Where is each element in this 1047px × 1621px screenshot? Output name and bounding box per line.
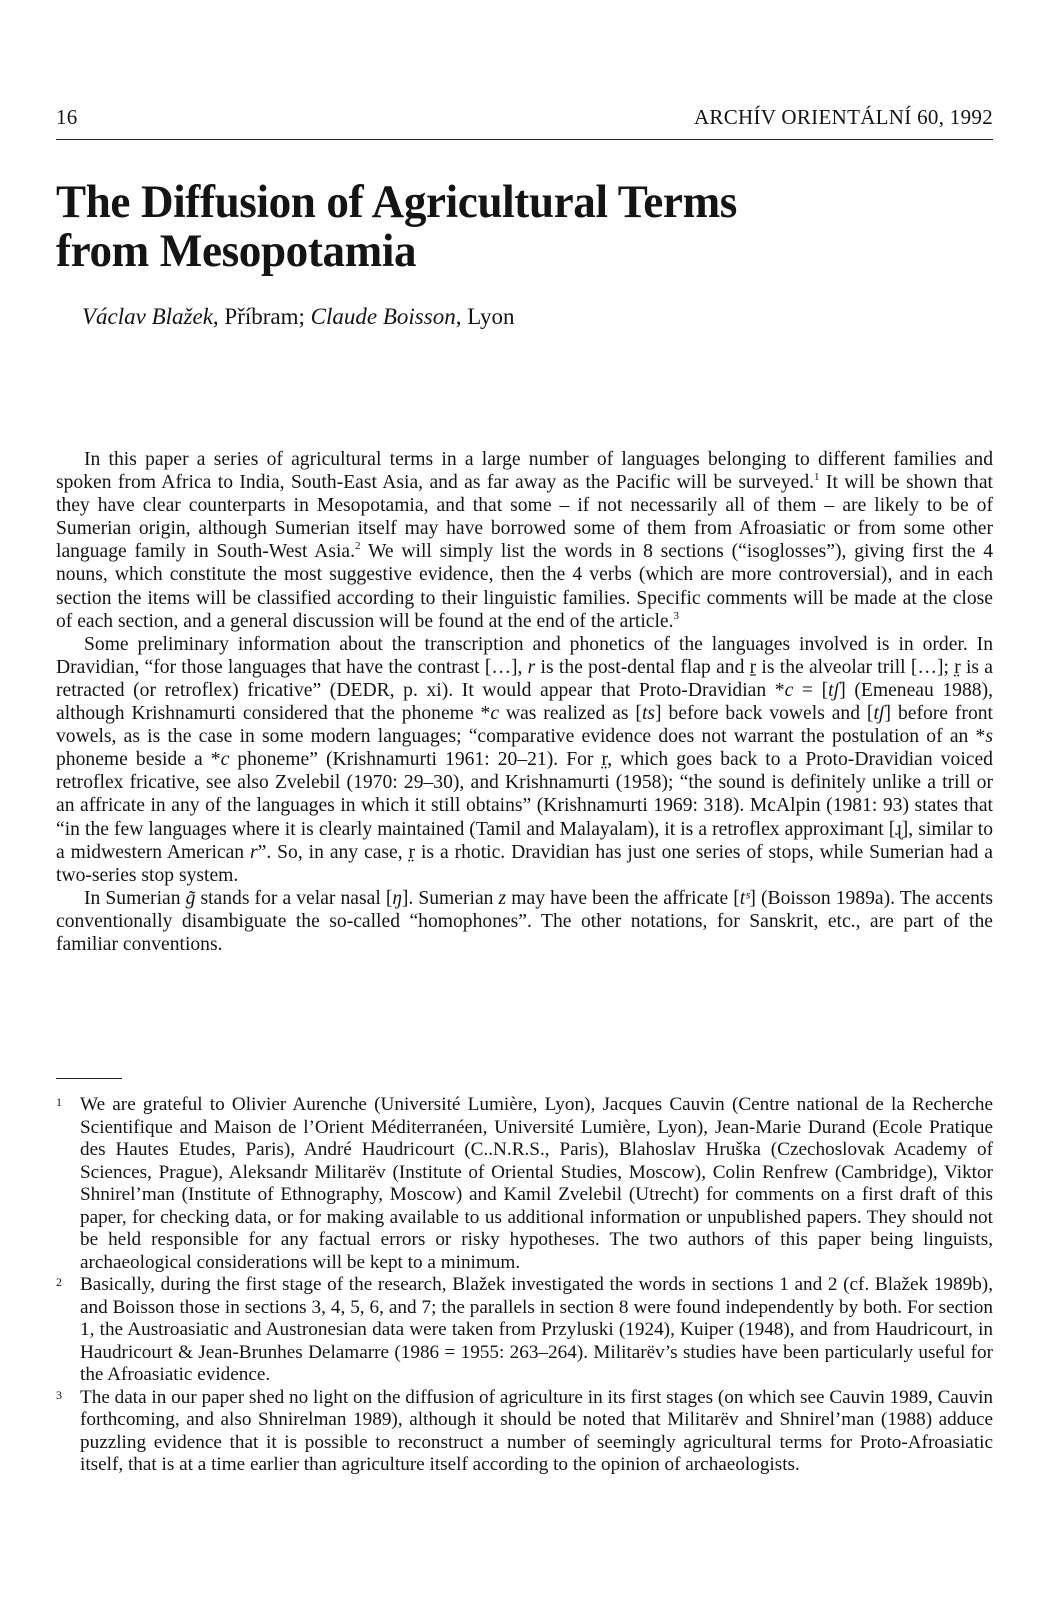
symbol: g̃ [185, 887, 196, 909]
ipa-symbol: tʃ [828, 679, 840, 701]
ipa-symbol: ɻ [895, 818, 902, 840]
symbol: r̤ [954, 656, 961, 678]
author-affiliation: Lyon [467, 304, 515, 329]
text-run: Some preliminary information about the transcription and phonetics of the languages involved is in order. In Dravidian, “for those languages that have the contrast […], [56, 633, 993, 678]
separator: , [212, 304, 225, 329]
footnote-number: 2 [56, 1275, 62, 1289]
footnote-1 [56, 1094, 993, 1274]
page-number: 16 [56, 105, 78, 129]
title-line-2: from Mesopotamia [56, 225, 417, 277]
footnote-ref-1[interactable]: 1 [814, 471, 820, 484]
footnote-number: 1 [56, 1095, 62, 1109]
text-run: was realized as [ [499, 703, 642, 725]
separator: , [455, 304, 468, 329]
article-body [56, 448, 993, 956]
header-rule [56, 139, 993, 140]
text-run: ] before back vowels and [ [655, 703, 874, 725]
symbol: r̤ [601, 749, 608, 771]
footnote-ref-2[interactable]: 2 [355, 540, 361, 553]
separator: ; [298, 304, 311, 329]
text-run: , which goes back to a Proto-Dravidian voiced retroflex fricative, see also Zvelebil (1970: 29–30), and Krishnamurti (1958); “the sound is definitely unlike a trill or an affricate in any of the languages in which it still obtains” (Krishnamurti 1969: 318). McAlpin (1981: 93) states that “in the few languages where it is clearly maintained (Tamil and Malayalam), it is a retroflex approximant [ [56, 749, 993, 840]
ipa-symbol: ŋ [392, 887, 402, 909]
text-run: ] (Emeneau 1988), although Krishnamurti considered that the phoneme * [56, 679, 993, 725]
text-run: In Sumerian [84, 887, 186, 909]
text-run: may have been the affricate [ [506, 887, 740, 909]
paragraph-abstract [56, 448, 993, 633]
running-head [56, 105, 993, 135]
text-run: ”. So, in any case, [257, 841, 409, 863]
symbol: r [527, 656, 536, 678]
ipa-symbol: ts [641, 703, 656, 725]
symbol: r̤ [408, 841, 416, 863]
ipa-symbol: tʃ [873, 703, 885, 725]
ipa-symbol: tˢ [739, 887, 750, 909]
author-line [82, 304, 514, 330]
footnote-2 [56, 1274, 993, 1387]
text-run: phoneme beside a * [56, 749, 221, 771]
author-name: Václav Blažek [82, 304, 213, 329]
footnotes [56, 1094, 993, 1477]
paragraph-transcription [56, 633, 993, 887]
symbol: c [220, 749, 230, 771]
title-line-1: The Diffusion of Agricultural Terms [56, 176, 737, 228]
footnote-rule [56, 1078, 122, 1079]
footnote-3 [56, 1387, 993, 1477]
text-run: is the post-dental flap and [535, 656, 750, 678]
footnote-text: We are grateful to Olivier Aurenche (Université Lumière, Lyon), Jacques Cauvin (Centre national de la Recherche Scientifique and Maison de l’Orient Méditerranéen, Université Lumière, Lyon), Jean-Marie Durand (Ecole Pratique des Hautes Etudes, Paris), André Haudricourt (C..N.R.S., Paris), Blahoslav Hruška (Czechoslovak Academy of Sciences, Prague), Aleksandr Militarëv (Institute of Oriental Studies, Moscow), Colin Renfrew (Cambridge), Viktor Shnirel’man (Institute of Ethnography, Moscow) and Kamil Zvelebil (Utrecht) for comments on a first draft of this paper, for checking data, or for making available to us additional information or unpublished papers. They should not be held responsible for any factual errors or risky hypotheses. The two authors of this paper being linguists, archaeological considerations will be kept to a minimum. [80, 1094, 993, 1273]
text-run: is a rhotic. Dravidian has just one series of stops, while Sumerian had a two-series stop system. [56, 841, 993, 886]
text-run: is a retracted (or retroflex) fricative” (DEDR, p. xi). It would appear that Proto-Dravidian * [56, 656, 993, 701]
footnote-ref-3[interactable]: 3 [673, 609, 680, 622]
symbol: z [498, 887, 507, 909]
text-run: = [ [793, 679, 829, 701]
paragraph-sumerian [56, 887, 993, 956]
text-run: ], similar to a midwestern American [56, 818, 993, 863]
text-run: In this paper a series of agricultural terms in a large number of languages belonging to different families and spoken from Africa to India, South-East Asia, and as far away as the Pacific will be surveyed. [56, 449, 993, 494]
text-run: It will be shown that they have clear counterparts in Mesopotamia, and that some – if not necessarily all of them – are likely to be of Sumerian origin, although Sumerian itself may have borrowed some of them from Afroasiatic or from some other language family in South-West Asia. [56, 472, 993, 563]
symbol: r [250, 841, 258, 863]
symbol: ṟ [749, 656, 757, 678]
footnote-number: 3 [56, 1387, 62, 1402]
footnote-text: The data in our paper shed no light on the diffusion of agriculture in its first stages (on which see Cauvin 1989, Cauvin forthcoming, and also Shnirelman 1989), although it should be noted that Militarëv and Shnirel’man (1988) adduce puzzling evidence that it is possible to reconstruct a number of seemingly agricultural terms for Proto-Afroasiatic itself, that is at a time earlier than agriculture itself according to the opinion of archaeologists. [80, 1386, 993, 1475]
symbol: c [784, 679, 794, 701]
text-run: ]. Sumerian [401, 887, 499, 909]
text-run: is the alveolar trill […]; [756, 656, 955, 678]
symbol: s [985, 726, 993, 748]
author-affiliation: Příbram [224, 304, 299, 329]
text-run: phoneme” (Krishnamurti 1961: 20–21). For [229, 749, 602, 771]
text-run: ] (Boisson 1989a). The accents conventionally disambiguate the so-called “homophones”. The other notations, for Sanskrit, etc., are part of the familiar conventions. [56, 887, 993, 955]
text-run: ] before front vowels, as is the case in some modern languages; “comparative evidence does not warrant the postulation of an * [56, 703, 993, 748]
text-run: We will simply list the words in 8 sections (“isoglosses”), giving first the 4 nouns, which constitute the most suggestive evidence, then the 4 verbs (which are more controversial), and in each section the items will be classified according to their linguistic families. Specific comments will be made at the close of each section, and a general discussion will be found at the end of the article. [56, 541, 994, 632]
footnote-text: Basically, during the first stage of the research, Blažek investigated the words in sections 1 and 2 (cf. Blažek 1989b), and Boisson those in sections 3, 4, 5, 6, and 7; the parallels in section 8 were found independently by both. For section 1, the Austroasiatic and Austronesian data were taken from Przyluski (1924), Kuiper (1948), and from Haudricourt, in Haudricourt & Jean-Brunhes Delamarre (1986 = 1955: 263–264). Militarëv’s studies have been particularly useful for the Afroasiatic evidence. [80, 1274, 993, 1385]
text-run: stands for a velar nasal [ [195, 887, 393, 909]
article-title [56, 178, 956, 276]
journal-name: ARCHÍV ORIENTÁLNÍ 60, 1992 [693, 105, 993, 129]
symbol: c [490, 703, 500, 725]
author-name: Claude Boisson [310, 304, 456, 329]
